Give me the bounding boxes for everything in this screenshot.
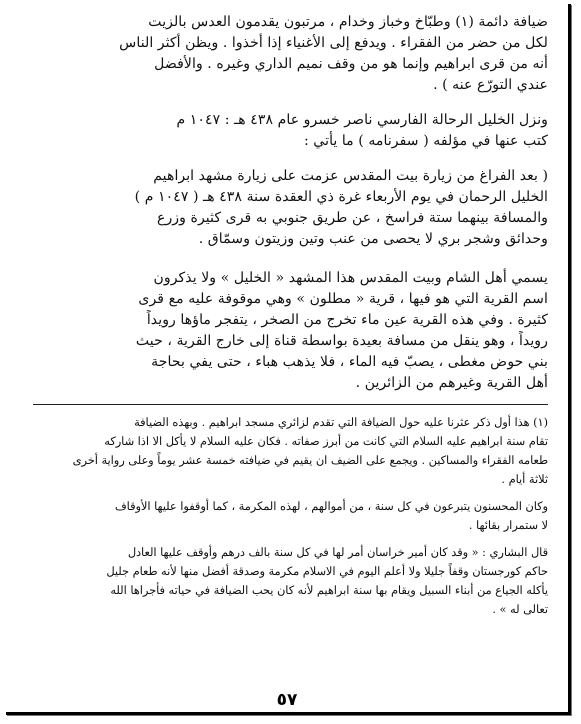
footnote-3 bbox=[33, 543, 548, 619]
text-line: كثيرة . وفي هذه القرية عين ماء تخرج من الصخر ، يتفجر ماؤها رويداً bbox=[146, 312, 548, 328]
paragraph-1 bbox=[33, 12, 548, 96]
paragraph-3-quote bbox=[33, 166, 548, 250]
text-line: بني حوض مغطى ، يصبّ فيه الماء ، فلا يذهب هباء ، حتى يفي بحاجة bbox=[151, 354, 548, 370]
text-line: اسم القرية التي هو فيها ، قرية « مطلون » وهي موقوفة عليه مع قرى bbox=[138, 291, 548, 307]
footnote-line: طعامه الفقراء والمساكين . ويجمع على الضيف ان يقيم في ضيافته خمسة عشر يوماً وعلى رواية أخرى bbox=[72, 454, 548, 467]
document-page bbox=[6, 4, 571, 715]
paragraph-spacer bbox=[33, 250, 548, 268]
text-line: الخليل الرحمان في يوم الأربعاء غرة ذي العقدة سنة ٤٣٨ هـ ( ١٠٤٧ م ) bbox=[134, 189, 548, 205]
footnote-divider bbox=[33, 404, 548, 405]
footnote-spacer bbox=[33, 535, 548, 543]
text-line: كتب عنها في مؤلفه ( سفرنامه ) ما يأتي : bbox=[304, 133, 548, 149]
text-line: لكل من حضر من الفقراء . ويدفع إلى الأغنياء إذا أخذوا . ويظن أكثر الناس bbox=[119, 35, 548, 51]
text-line: أهل القرية وغيرهم من الزائرين . bbox=[355, 375, 548, 391]
text-line: رويداً ، وهو ينقل من مسافة بعيدة بواسطة قناة إلى خارج القرية ، حيث bbox=[135, 333, 548, 349]
paragraph-spacer bbox=[33, 96, 548, 110]
page-body bbox=[33, 12, 548, 619]
footnote-line: يأكله الجياع من أبناء السبيل ويقام بها سنة ابراهيم لأنه كان يحب الضيافة في حياته فأجراها الله bbox=[110, 584, 548, 597]
text-line: عندي التورّع عنه ) . bbox=[433, 77, 548, 93]
text-line: أنه من قرى ابراهيم وإنما هو من وقف نميم الداري وغيره . والأفضل bbox=[154, 56, 548, 72]
footnote-line: حاكم كورجستان وقفاً جليلا ولا أعلم اليوم في الاسلام مكرمة وصدقة أفضل منها لأنه طعام جليل bbox=[106, 565, 548, 578]
paragraph-spacer bbox=[33, 152, 548, 166]
footnote-line: (١) هذا أول ذكر عثرنا عليه حول الضيافة التي تقدم لزائري مسجد ابراهيم . وبهذه الضيافة bbox=[134, 416, 548, 429]
paragraph-2 bbox=[33, 110, 548, 152]
text-line: وحدائق وشجر بري لا يحصى من عنب وتين وزيتون وسمّاق . bbox=[198, 231, 548, 247]
page-number: ٥٧ bbox=[276, 690, 298, 710]
text-line: ضيافة دائمة (١) وطبّاخ وخباز وخدام ، مرتبون يقدمون العدس بالزيت bbox=[148, 14, 548, 30]
footnote-line: وكان المحسنون يتبرعون في كل سنة ، من أموالهم ، لهذه المكرمة ، كما أوقفوا عليها الأوقاف bbox=[114, 500, 548, 513]
paragraph-4 bbox=[33, 268, 548, 394]
text-line: ونزل الخليل الرحالة الفارسي ناصر خسرو عام ٤٣٨ هـ : ١٠٤٧ م bbox=[176, 112, 548, 128]
footnote-line: تعالى له » . bbox=[492, 603, 548, 616]
footnote-line: قال البشاري : « وقد كان أمير خراسان أمر لها في كل سنة بالف درهم وأوقف عليها العادل bbox=[127, 546, 548, 559]
footnote-line: تقام سنة ابراهيم عليه السلام التي كانت من أبرز صفاته . فكان عليه السلام لا يأكل الا اذا شاركه bbox=[104, 435, 548, 448]
text-line: يسمي أهل الشام وبيت المقدس هذا المشهد « الخليل » ولا يذكرون bbox=[153, 270, 548, 286]
footnote-spacer bbox=[33, 489, 548, 497]
text-line: والمسافة بينهما ستة فراسخ ، عن طريق جنوبي به قرى كثيرة وزرع bbox=[156, 210, 548, 226]
footnote-line: ثلاثة أيام . bbox=[501, 473, 548, 486]
footnote-line: لا ستمرار بقائها . bbox=[468, 519, 548, 532]
footnote-2 bbox=[33, 497, 548, 535]
text-line: ( بعد الفراغ من زيارة بيت المقدس عزمت على زيارة مشهد ابراهيم bbox=[153, 168, 548, 184]
footnote-1 bbox=[33, 413, 548, 489]
